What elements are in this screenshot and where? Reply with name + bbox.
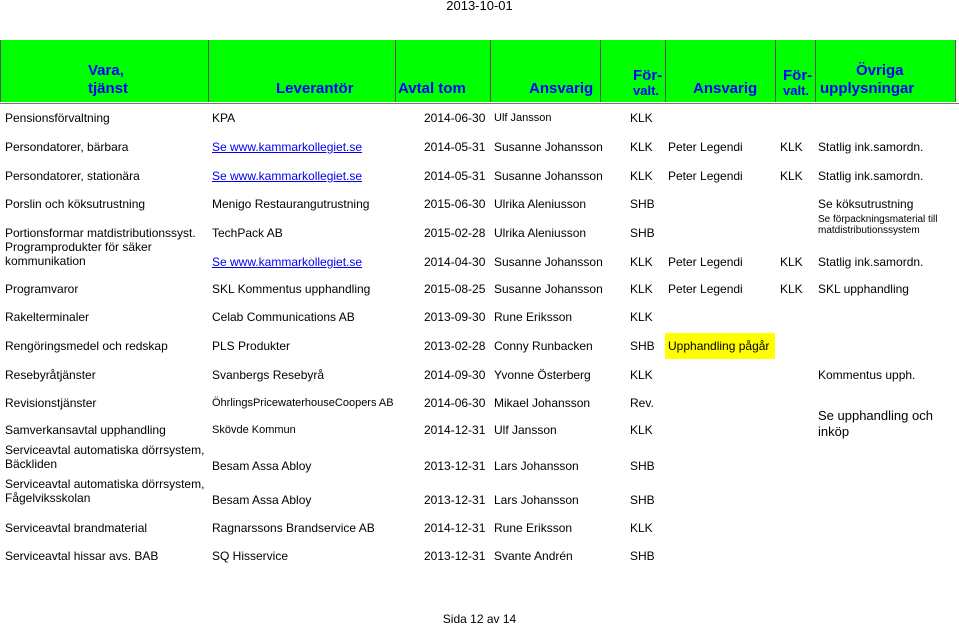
table-cell: Persondatorer, stationära [5, 169, 140, 183]
table-cell: 2013-12-31 [424, 493, 486, 507]
table-cell: Peter Legendi [668, 169, 743, 183]
header-forvalt-2b: valt. [783, 83, 810, 98]
table-cell: SKL Kommentus upphandling [212, 282, 371, 296]
table-cell: KLK [780, 169, 803, 183]
table-cell: Susanne Johansson [494, 282, 603, 296]
page-number: Sida 12 av 14 [442, 612, 517, 626]
table-cell: KLK [780, 140, 803, 154]
table-cell: Programvaror [5, 282, 79, 296]
table-cell: Portionsformar matdistributionssyst. [5, 226, 196, 240]
table-cell: Ulf Jansson [494, 423, 557, 437]
kammarkollegiet-link[interactable]: Se www.kammarkollegiet.se [212, 255, 363, 269]
header-ansvarig-1: Ansvarig [529, 80, 594, 97]
table-cell: 2013-12-31 [424, 459, 486, 473]
table-cell: SKL upphandling [818, 282, 909, 296]
table-cell: Se köksutrustning [818, 197, 914, 211]
table-cell: SHB [630, 226, 655, 240]
header-ansvarig-2: Ansvarig [693, 80, 758, 97]
table-cell: Besam Assa Abloy [212, 459, 312, 473]
table-cell: 2014-05-31 [424, 169, 486, 183]
table-cell: SHB [630, 197, 655, 211]
table-cell: Ragnarssons Brandservice AB [212, 521, 375, 535]
table-cell: Rune Eriksson [494, 310, 573, 324]
table-cell: 2015-08-25 [424, 282, 486, 296]
table-cell: SHB [630, 549, 655, 563]
table-cell: PLS Produkter [212, 339, 291, 353]
table-cell: Lars Johansson [494, 493, 579, 507]
table-cell: KLK [630, 521, 653, 535]
table-cell [212, 255, 362, 269]
table-cell: Rev. [630, 396, 654, 410]
header-leverantor: Leverantör [276, 80, 354, 97]
header-forvalt-2a: För- [783, 67, 813, 84]
table-cell: 2014-06-30 [424, 396, 486, 410]
table-cell: KLK [630, 255, 653, 269]
table-cell: 2015-06-30 [424, 197, 486, 211]
table-cell: Ulrika Aleniusson [494, 226, 587, 240]
table-cell: KLK [780, 255, 803, 269]
table-cell: KLK [630, 423, 653, 437]
table-cell: Resebyråtjänster [5, 368, 96, 382]
table-cell: Serviceavtal brandmaterial [5, 521, 148, 535]
table-cell: SHB [630, 339, 655, 353]
table-cell [212, 169, 362, 183]
header-forvalt-1b: valt. [633, 83, 660, 98]
table-cell: Mikael Johansson [494, 396, 591, 410]
header-avtal-tom: Avtal tom [398, 80, 466, 97]
table-cell: Programprodukter för säker kommunikation [5, 240, 152, 268]
table-cell: Statlig ink.samordn. [818, 169, 924, 183]
table-cell: Ulrika Aleniusson [494, 197, 587, 211]
header-vara: Vara, [88, 62, 124, 79]
table-cell: KLK [630, 111, 653, 125]
table-cell: KLK [630, 368, 653, 382]
kammarkollegiet-link[interactable]: Se www.kammarkollegiet.se [212, 140, 363, 154]
table-cell: Statlig ink.samordn. [818, 255, 924, 269]
header-tjanst: tjänst [88, 80, 129, 97]
header-ovriga: Övriga [856, 62, 904, 79]
table-cell: Peter Legendi [668, 255, 743, 269]
table-cell: Porslin och köksutrustning [5, 197, 146, 211]
table-cell: Lars Johansson [494, 459, 579, 473]
table-cell: Ulf Jansson [494, 112, 552, 124]
table-cell: 2013-02-28 [424, 339, 486, 353]
table-cell: Revisionstjänster [5, 396, 97, 410]
table-cell: Persondatorer, bärbara [5, 140, 129, 154]
table-cell: Serviceavtal hissar avs. BAB [5, 549, 159, 563]
table-cell: KLK [630, 310, 653, 324]
table-cell: Susanne Johansson [494, 140, 603, 154]
table-cell: Se upphandling och inköp [818, 408, 933, 439]
table-cell: Serviceavtal automatiska dörrsystem, Fågelviksskolan [5, 477, 205, 505]
table-cell: Serviceavtal automatiska dörrsystem, Bäckliden [5, 443, 205, 471]
table-cell: Peter Legendi [668, 140, 743, 154]
table-cell: Yvonne Österberg [494, 368, 591, 382]
table-cell: 2014-06-30 [424, 111, 486, 125]
table-cell: TechPack AB [212, 226, 283, 240]
header-forvalt-1a: För- [633, 67, 663, 84]
header-upplysningar: upplysningar [820, 80, 915, 97]
table-cell: Conny Runbacken [494, 339, 593, 353]
table-cell: Besam Assa Abloy [212, 493, 312, 507]
table-cell: 2013-09-30 [424, 310, 486, 324]
table-cell: Statlig ink.samordn. [818, 140, 924, 154]
table-cell: Menigo Restaurangutrustning [212, 197, 370, 211]
kammarkollegiet-link[interactable]: Se www.kammarkollegiet.se [212, 169, 363, 183]
table-cell: KLK [630, 140, 653, 154]
table-cell: ÖhrlingsPricewaterhouseCoopers AB [212, 397, 394, 409]
table-cell: 2014-05-31 [424, 140, 486, 154]
table-cell: Peter Legendi [668, 282, 743, 296]
table-cell: 2014-12-31 [424, 521, 486, 535]
status-badge: Upphandling pågår [665, 333, 775, 359]
table-cell: Susanne Johansson [494, 169, 603, 183]
table-cell: Rune Eriksson [494, 521, 573, 535]
table-cell: KLK [630, 282, 653, 296]
table-cell: 2015-02-28 [424, 226, 486, 240]
table-cell: SHB [630, 459, 655, 473]
table-cell: Rengöringsmedel och redskap [5, 339, 168, 353]
print-date: 2013-10-01 [446, 0, 513, 13]
table-cell: 2014-04-30 [424, 255, 486, 269]
table-cell: Kommentus upph. [818, 368, 916, 382]
table-cell: SHB [630, 493, 655, 507]
table-cell: Svante Andrén [494, 549, 573, 563]
table-cell: Samverkansavtal upphandling [5, 423, 166, 437]
table-cell: Svanbergs Resebyrå [212, 368, 325, 382]
table-cell: KLK [630, 169, 653, 183]
table-cell: KPA [212, 111, 236, 125]
table-cell: Se förpackningsmaterial till matdistributionssystem [818, 214, 938, 236]
table-cell: Susanne Johansson [494, 255, 603, 269]
table-cell: KLK [780, 282, 803, 296]
table-cell [212, 140, 362, 154]
table-cell: Rakelterminaler [5, 310, 90, 324]
table-cell: Pensionsförvaltning [5, 111, 110, 125]
table-cell: 2013-12-31 [424, 549, 486, 563]
table-cell: Skövde Kommun [212, 424, 296, 436]
table-cell: 2014-12-31 [424, 423, 486, 437]
table-cell: Celab Communications AB [212, 310, 355, 324]
table-cell: SQ Hisservice [212, 549, 289, 563]
table-cell: 2014-09-30 [424, 368, 486, 382]
